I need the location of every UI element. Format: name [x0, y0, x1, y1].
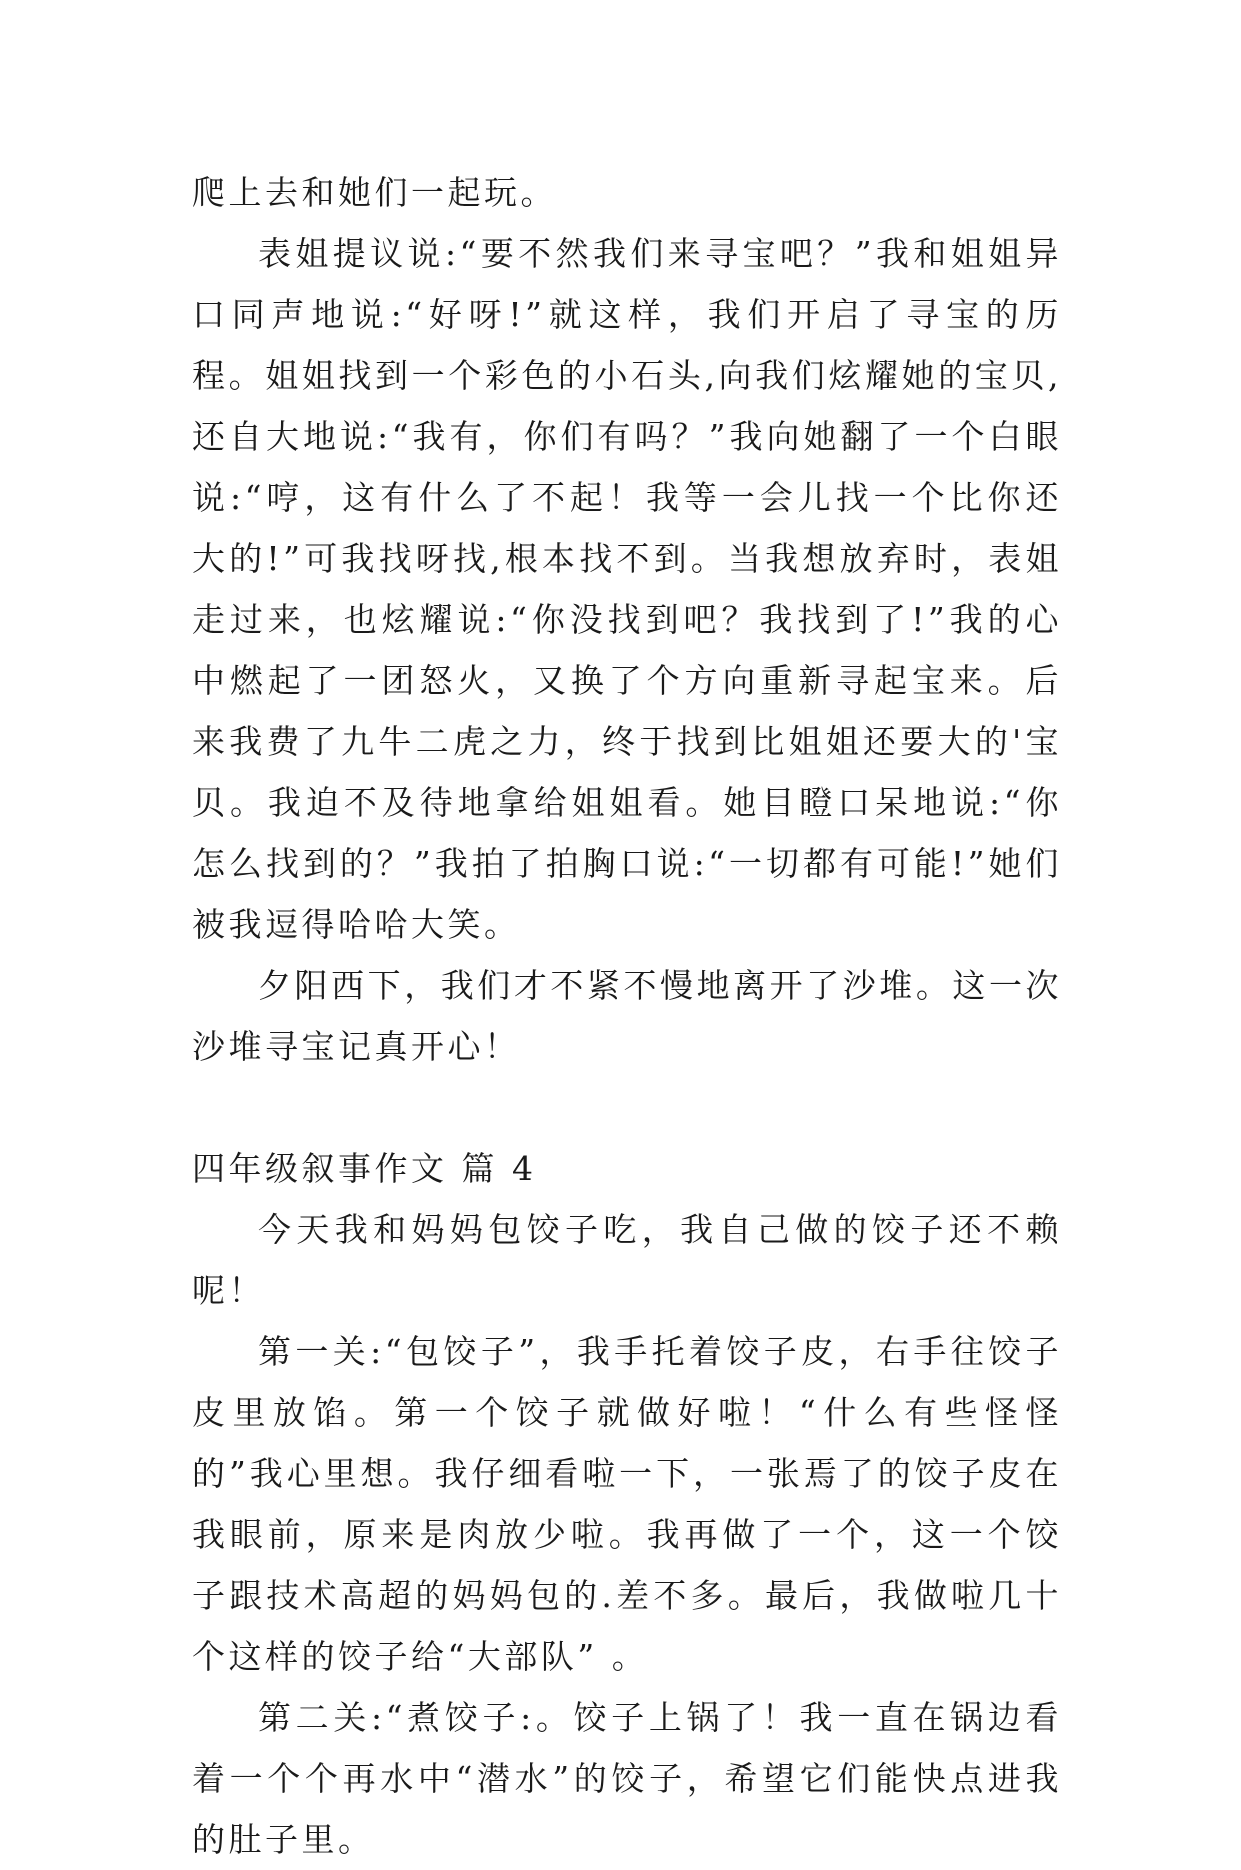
paragraph-5: 第一关:“包饺子”，我手托着饺子皮，右手往饺子皮里放馅。第一个饺子就做好啦！“什么有些怪怪的”我心里想。我仔细看啦一下，一张焉了的饺子皮在我眼前，原来是肉放少啦。我再做了一个，这一个饺子跟技术高超的妈妈包的.差不多。最后，我做啦几十个这样的饺子给“大部队” 。 — [192, 1332, 1062, 1676]
paragraph-4: 今天我和妈妈包饺子吃，我自己做的饺子还不赖呢！ — [192, 1210, 1062, 1310]
paragraph-6: 第二关:“煮饺子:。饺子上锅了！我一直在锅边看着一个个再水中“潜水”的饺子，希望它们能快点进我的肚子里。 — [192, 1698, 1062, 1859]
paragraph-2: 表姐提议说:“要不然我们来寻宝吧？”我和姐姐异口同声地说:“好呀!”就这样，我们开启了寻宝的历程。姐姐找到一个彩色的小石头,向我们炫耀她的宝贝,还自大地说:“我有，你们有吗？”我向她翻了一个白眼说:“哼，这有什么了不起！我等一会儿找一个比你还大的!”可我找呀找,根本找不到。当我想放弃时，表姐走过来，也炫耀说:“你没找到吧？我找到了!”我的心中燃起了一团怒火，又换了个方向重新寻起宝来。后来我费了九牛二虎之力，终于找到比姐姐还要大的'宝贝。我迫不及待地拿给姐姐看。她目瞪口呆地说:“你怎么找到的？”我拍了拍胸口说:“一切都有可能!”她们被我逗得哈哈大笑。 — [192, 234, 1062, 944]
section-heading: 四年级叙事作文 篇 4 — [192, 1149, 537, 1188]
paragraph-1: 爬上去和她们一起玩。 — [192, 173, 557, 212]
section-gap — [192, 1077, 1062, 1138]
document-page — [192, 162, 1062, 1870]
paragraph-3: 夕阳西下，我们才不紧不慢地离开了沙堆。这一次沙堆寻宝记真开心！ — [192, 966, 1062, 1066]
